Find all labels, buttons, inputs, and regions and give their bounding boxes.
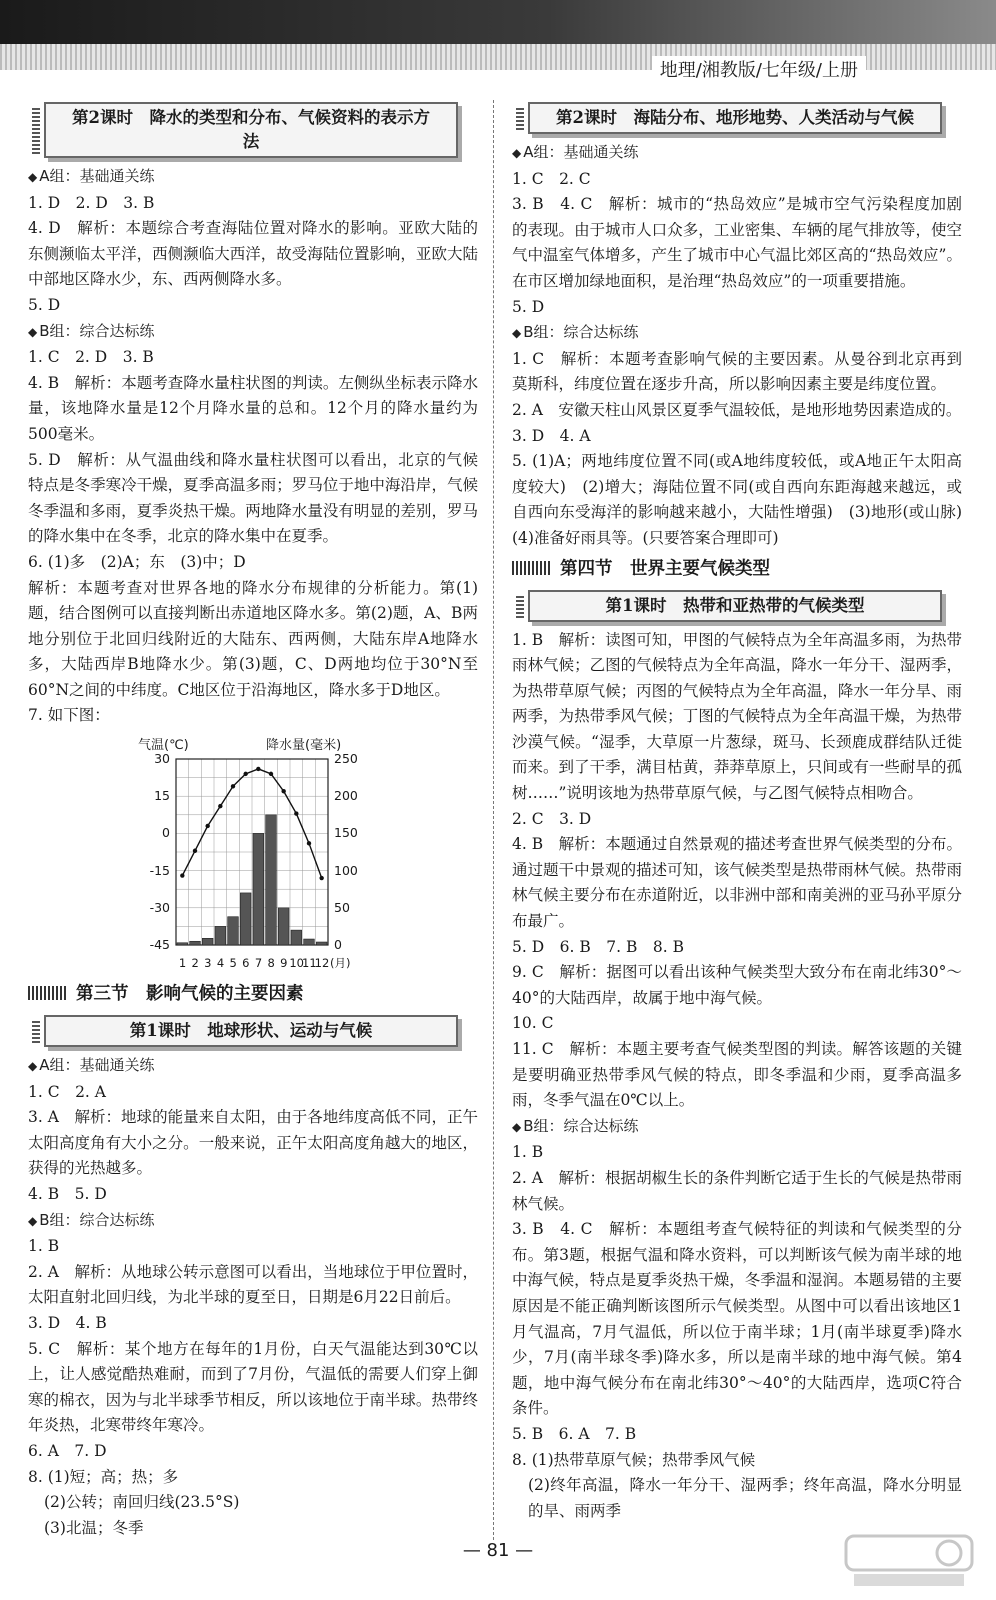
- answer-line: 5. B 6. A 7. B: [512, 1424, 637, 1443]
- climate-chart: [138, 733, 358, 973]
- temperature-point: [231, 784, 235, 788]
- answer-line: 1. C 2. D 3. B: [28, 348, 154, 367]
- precip-bar: [177, 943, 188, 945]
- precip-bar: [202, 938, 213, 945]
- diamond-icon: ◆: [28, 1213, 38, 1228]
- group-heading: [512, 1114, 962, 1141]
- answer-paragraph: 11. C 解析：本题主要考查气候类型图的判读。解答该题的关键是要明确亚热带季风气候的特点，即冬季温和少雨，夏季高温多雨，冬季气温在0℃以上。: [512, 1040, 962, 1110]
- answer-paragraph: 4. D 解析：本题综合考查海陆位置对降水的影响。亚欧大陆的东侧濒临太平洋，西侧濒临大西洋，故受海陆位置影响，亚欧大陆中部地区降水少，东、西两侧降水多。: [28, 219, 478, 289]
- group-heading: [512, 320, 962, 347]
- x-axis-label: (月): [330, 956, 351, 971]
- temperature-point: [205, 824, 209, 828]
- answer-line: 5. D: [512, 297, 545, 316]
- chart-left-axis-label: 气温(℃): [138, 738, 189, 754]
- precip-bar: [291, 930, 302, 945]
- temperature-point: [307, 841, 311, 845]
- answer-line: 6. A 7. D: [28, 1441, 107, 1460]
- answer-paragraph: 5. C 解析：某个地方在每年的1月份，白天气温能达到30℃以上，让人感觉酷热难耐，而到了7月份，气温低的需要人们穿上御寒的棉衣，因为与北半球季节相反，所以该地位于南半球。热带终年炎热，北寒带终年寒冷。: [28, 1339, 478, 1435]
- answer-paragraph: 解析：本题考查对世界各地的降水分布规律的分析能力。第(1)题，结合图例可以直接判断出赤道地区降水多。第(2)题，A、B两地分别位于北回归线附近的大陆东、西两侧，大陆东岸A地降水多，大陆西岸B地降水少。第(3)题，C、D两地均位于30°N至60°N之间的中纬度。C地区位于沿海地区，降水多于D地区。: [28, 578, 478, 699]
- answer-paragraph: 5. (1)A；两地纬度位置不同(或A地纬度较低，或A地正午太阳高度较大) (2)增大；海陆位置不同(或自西向东距海越来越远，或自西向东受海洋的影响越来越小，大陆性增强) (3)地形(或山脉) (4)准备好雨具等。(只要答案合理即可): [512, 452, 978, 547]
- answer-line: 8. (1)短；高；热；多: [28, 1467, 179, 1486]
- answer-paragraph: 2. A 解析：从地球公转示意图可以看出，当地球位于甲位置时，太阳直射北回归线，为北半球的夏至日，日期是6月22日前后。: [28, 1262, 478, 1307]
- answer-line: 10. C: [512, 1014, 554, 1033]
- group-heading: [512, 140, 962, 167]
- answer-paragraph: 1. B 解析：读图可知，甲图的气候特点为全年高温多雨，为热带雨林气候；乙图的气候特点为全年高温，降水一年分干、湿两季，为热带草原气候；丙图的气候特点为全年高温，降水一年分旱、雨两季，为热带季风气候；丁图的气候特点为全年高温干燥，为热带沙漠气候。“湿季，大草原一片葱绿，斑马、长颈鹿成群结队迁徙而来。到了干季，满目枯黄，莽莽草原上，只间或有一些耐旱的孤树……”说明该地为热带草原气候，与乙图气候特点相吻合。: [512, 630, 962, 803]
- diamond-icon: ◆: [28, 324, 38, 339]
- answer-line: (3)北温；冬季: [44, 1518, 144, 1537]
- diamond-icon: ◆: [28, 1059, 38, 1074]
- month-tick-label: 7: [254, 956, 263, 971]
- precip-bar: [304, 939, 315, 945]
- temperature-point: [193, 849, 197, 853]
- temperature-point: [218, 804, 222, 808]
- month-tick-label: 11: [302, 956, 317, 971]
- answer-line: 1. D 2. D 3. B: [28, 193, 155, 212]
- temp-tick-label: -30: [149, 899, 170, 915]
- answer-paragraph: 1. C 解析：本题考查影响气候的主要因素。从曼谷到北京再到莫斯科，纬度位置在逐步升高，所以影响因素主要是纬度位置。: [512, 349, 962, 394]
- answer-line: 8. (1)热带草原气候；热带季风气候: [512, 1450, 756, 1469]
- section-bars-icon: [28, 986, 68, 1000]
- month-tick-label: 3: [204, 956, 212, 971]
- header-dark-strip: [0, 0, 996, 44]
- precip-bar: [253, 833, 264, 945]
- lesson-title: 第2课时 海陆分布、地形地势、人类活动与气候: [528, 102, 942, 134]
- answer-paragraph: 4. B 解析：本题考查降水量柱状图的判读。左侧纵坐标表示降水量，该地降水量是12个月降水量的总和。12个月的降水量约为500毫米。: [28, 373, 478, 443]
- precip-tick-label: 0: [334, 937, 342, 953]
- group-label: B组：综合达标练: [39, 1210, 155, 1229]
- answer-paragraph: 5. D 解析：从气温曲线和降水量柱状图可以看出，北京的气候特点是冬季寒冷干燥，夏季高温多雨；罗马位于地中海沿岸，气候冬季温和多雨，夏季炎热干燥。两地降水量没有明显的差别，罗马的降水集中在冬季，北京的降水集中在夏季。: [28, 450, 478, 546]
- diamond-icon: ◆: [512, 146, 522, 160]
- answer-line: 3. D 4. A: [512, 426, 591, 445]
- book-title: 地理/湘教版/七年级/上册: [652, 56, 866, 80]
- temperature-point: [243, 772, 247, 776]
- right-column: [512, 102, 978, 1524]
- answer-paragraph: 3. A 解析：地球的能量来自太阳，由于各地纬度高低不同，正午太阳高度角有大小之分。一般来说，正午太阳高度角越大的地区，获得的光热越多。: [28, 1108, 478, 1178]
- temp-tick-label: 0: [162, 825, 170, 841]
- temp-tick-label: 30: [154, 751, 170, 767]
- answer-paragraph: 4. B 解析：本题通过自然景观的描述考查世界气候类型的分布。通过题干中景观的描述可知，该气候类型是热带雨林气候。热带雨林气候主要分布在赤道附近，以非洲中部和南美洲的亚马孙平原分布最广。: [512, 835, 962, 931]
- temperature-point: [269, 772, 273, 776]
- diamond-icon: ◆: [512, 326, 522, 341]
- answer-paragraph: (2)终年高温，降水一年分干、湿两季；终年高温，降水分明显的旱、雨两季: [528, 1476, 962, 1520]
- lesson-title: 第1课时 热带和亚热带的气候类型: [528, 590, 942, 622]
- precip-tick-label: 150: [334, 825, 358, 841]
- answer-line: 1. B: [512, 1143, 544, 1162]
- answer-paragraph: 9. C 解析：据图可以看出该种气候类型大致分布在南北纬30°～40°的大陆西岸，故属于地中海气候。: [512, 963, 962, 1007]
- answer-paragraph: 2. A 解析：根据胡椒生长的条件判断它适于生长的气候是热带雨林气候。: [512, 1168, 962, 1213]
- precip-bar: [228, 917, 239, 945]
- precip-tick-label: 250: [334, 751, 358, 767]
- answer-line: 1. B: [28, 1237, 60, 1256]
- group-label: A组：基础通关练: [523, 143, 639, 161]
- precip-tick-label: 200: [334, 788, 358, 804]
- group-label: B组：综合达标练: [523, 1116, 639, 1135]
- precip-bar: [266, 815, 277, 945]
- precip-bar: [215, 926, 226, 945]
- temperature-point: [319, 876, 323, 880]
- temperature-point: [281, 789, 285, 793]
- month-tick-label: 12: [314, 956, 330, 971]
- temp-tick-label: -15: [149, 862, 170, 878]
- answer-line: 1. C 2. A: [28, 1082, 106, 1101]
- header-band: [0, 0, 996, 80]
- month-tick-label: 1: [178, 956, 187, 971]
- temp-tick-label: 15: [154, 788, 170, 804]
- page-number: — 81 —: [462, 1540, 534, 1561]
- chart-plot: [138, 733, 358, 973]
- diamond-icon: ◆: [512, 1119, 522, 1134]
- precip-tick-label: 100: [334, 862, 358, 878]
- section-bars-icon: [512, 561, 552, 575]
- group-heading: [28, 1208, 478, 1235]
- precip-tick-label: 50: [334, 899, 350, 915]
- temperature-point: [256, 767, 260, 771]
- temp-tick-label: -45: [149, 937, 170, 953]
- group-heading: [28, 164, 478, 191]
- column-divider: [493, 100, 494, 1540]
- group-heading: [28, 1053, 478, 1080]
- watermark-logo-icon: [844, 1534, 974, 1590]
- month-tick-label: 8: [267, 956, 275, 971]
- answer-line: 4. B 5. D: [28, 1185, 107, 1204]
- answer-line: 6. (1)多 (2)A；东 (3)中；D: [28, 552, 246, 571]
- group-label: B组：综合达标练: [39, 321, 155, 340]
- temperature-point: [180, 873, 184, 877]
- month-tick-label: 5: [229, 956, 237, 971]
- section-label: 第四节 世界主要气候类型: [560, 558, 770, 579]
- diamond-icon: ◆: [28, 170, 38, 184]
- section-title: [512, 554, 962, 584]
- lesson-title: 第2课时 降水的类型和分布、气候资料的表示方法: [44, 102, 458, 158]
- group-label: B组：综合达标练: [523, 323, 639, 342]
- answer-line: 3. D 4. B: [28, 1314, 107, 1332]
- answer-paragraph: 2. A 安徽天柱山风景区夏季气温较低，是地形地势因素造成的。: [512, 400, 962, 419]
- answer-line: 2. C 3. D: [512, 809, 592, 828]
- section-label: 第三节 影响气候的主要因素: [76, 984, 304, 1005]
- precip-bar: [240, 893, 251, 945]
- lesson-title: 第1课时 地球形状、运动与气候: [44, 1015, 458, 1047]
- section-title: [28, 979, 478, 1009]
- answer-line: 7. 如下图：: [28, 706, 110, 725]
- month-tick-label: 10: [289, 956, 304, 971]
- month-tick-label: 4: [216, 956, 225, 971]
- temperature-point: [294, 811, 298, 815]
- precip-bar: [278, 908, 289, 945]
- answer-line: 1. C 2. C: [512, 169, 591, 188]
- precip-bar: [190, 941, 201, 945]
- group-label: A组：基础通关练: [39, 167, 155, 185]
- left-column: [28, 102, 478, 1541]
- answer-line: (2)公转；南回归线(23.5°S): [44, 1493, 240, 1512]
- answer-paragraph: 3. B 4. C 解析：本题组考查气候特征的判读和气候类型的分布。第3题，根据气温和降水资料，可以判断该气候为南半球的地中海气候，特点是夏季炎热干燥，冬季温和湿润。本题易错的主要原因是不能正确判断该图所示气候类型。从图中可以看出该地区1月气温高，7月气温低，所以位于南半球；1月(南半球夏季)降水少，7月(南半球冬季)降水多，所以是南半球的地中海气候。第4题，地中海气候分布在南北纬30°～40°的大陆西岸，选项C符合条件。: [512, 1220, 962, 1418]
- month-tick-label: 2: [191, 956, 199, 971]
- answer-line: 5. D 6. B 7. B 8. B: [512, 937, 684, 956]
- precip-bar: [316, 942, 327, 945]
- answer-paragraph: 3. B 4. C 解析：城市的“热岛效应”是城市空气污染程度加剧的表现。由于城市人口众多，工业密集、车辆的尾气排放等，使空气中温室气体增多，产生了城市中心气温比郊区高的“热岛效应”。在市区增加绿地面积，是治理“热岛效应”的一项重要措施。: [512, 195, 962, 290]
- group-label: A组：基础通关练: [39, 1056, 155, 1075]
- month-tick-label: 9: [280, 956, 288, 971]
- chart-right-axis-label: 降水量(毫米): [266, 738, 342, 754]
- group-heading: [28, 319, 478, 346]
- month-tick-label: 6: [242, 956, 250, 971]
- answer-line: 5. D: [28, 295, 61, 314]
